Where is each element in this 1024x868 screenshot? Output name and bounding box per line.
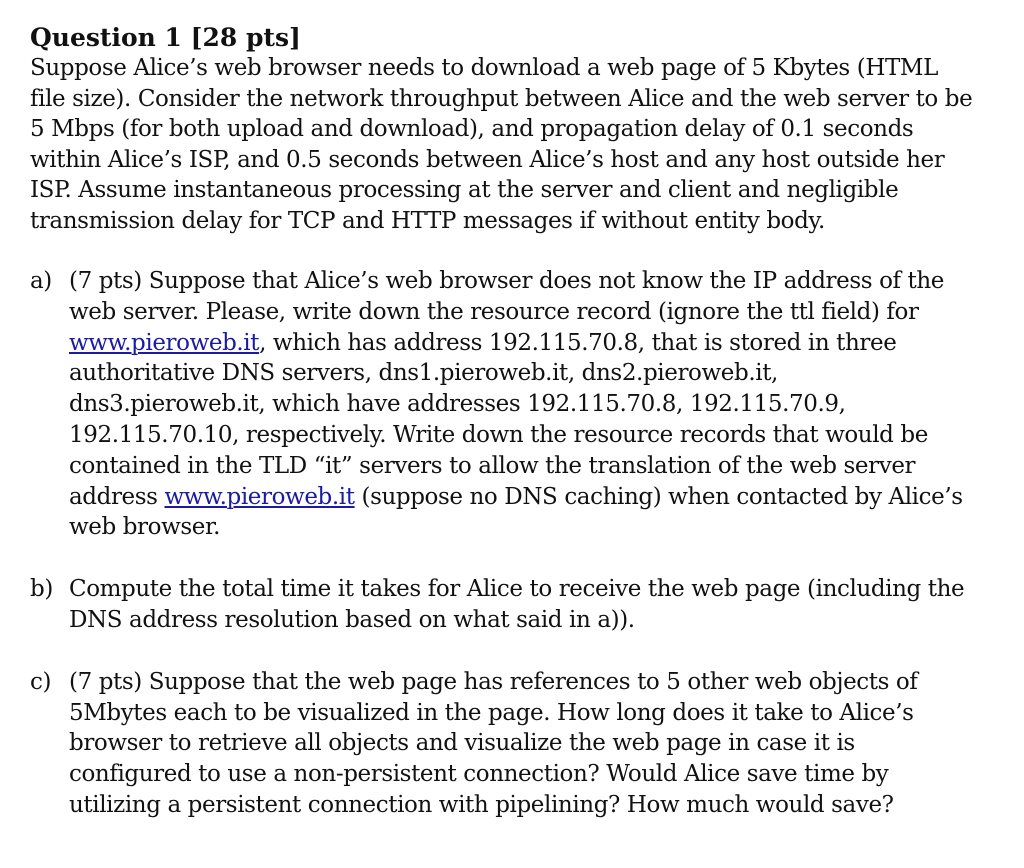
- pieroweb-link-1[interactable]: www.pieroweb.it: [69, 329, 260, 356]
- part-c: [30, 667, 980, 821]
- pieroweb-link-2[interactable]: www.pieroweb.it: [164, 483, 355, 510]
- part-b: [30, 574, 980, 636]
- part-a-text-3: (suppose no DNS caching) when contacted by Alice’s web browser.: [69, 483, 963, 541]
- part-a: [30, 266, 980, 543]
- question-title: Question 1 [28 pts]: [30, 23, 301, 52]
- part-a-text-1: (7 pts) Suppose that Alice’s web browser does not know the IP address of the web server. Please, write down the resource record (ignore the ttl field) for: [69, 268, 945, 325]
- part-a-text-2: , which has address 192.115.70.8, that is stored in three authoritative DNS servers, dns1.pieroweb.it, dns2.pieroweb.it, dns3.pieroweb.it, which have addresses 192.115.70.8, 192.115.70.9, 192.115.70.10, respectively. Write down the resource records that would be contained in the TLD “it” servers to allow the translation of the web server address: [69, 329, 928, 510]
- question-parts: [30, 266, 980, 821]
- part-a-label: a): [30, 268, 52, 294]
- part-a-body: [69, 266, 980, 543]
- part-b-text: Compute the total time it takes for Alice to receive the web page (including the DNS address resolution based on what said in a)).: [69, 576, 965, 633]
- question-document: [30, 22, 980, 852]
- part-c-label: c): [30, 668, 52, 695]
- part-c-text: (7 pts) Suppose that the web page has references to 5 other web objects of 5Mbytes each to be visualized in the page. How long does it take to Alice’s browser to retrieve all objects and visualize the web page in case it is configured to use a non-persistent connection? Would Alice save time by utilizing a persistent connection with pipelining? How much would save?: [69, 668, 918, 818]
- question-intro: Suppose Alice’s web browser needs to download a web page of 5 Kbytes (HTML file size). Consider the network throughput between Alice and the web server to be 5 Mbps (for both upload and download), and propagation delay of 0.1 seconds within Alice’s ISP, and 0.5 seconds between Alice’s host and any host outside her ISP. Assume instantaneous processing at the server and client and negligible transmission delay for TCP and HTTP messages if without entity body.: [30, 55, 973, 234]
- part-b-label: b): [30, 576, 53, 603]
